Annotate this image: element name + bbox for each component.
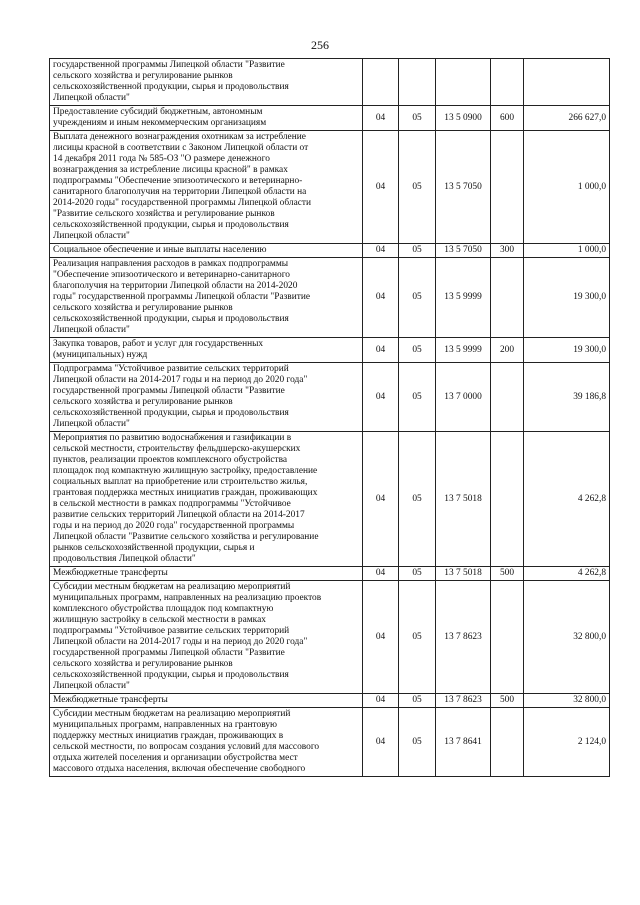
row-expense-type: 500	[491, 567, 524, 581]
row-amount: 39 186,8	[524, 363, 610, 432]
budget-table	[49, 58, 610, 777]
row-section: 04	[363, 581, 399, 694]
row-amount: 32 800,0	[524, 581, 610, 694]
table-row	[50, 581, 610, 694]
table-row	[50, 432, 610, 567]
page-number: 256	[311, 38, 329, 52]
row-subsection	[399, 59, 436, 106]
row-section: 04	[363, 567, 399, 581]
row-amount: 1 000,0	[524, 244, 610, 258]
row-subsection: 05	[399, 363, 436, 432]
row-subsection: 05	[399, 106, 436, 131]
row-amount: 19 300,0	[524, 338, 610, 363]
row-amount: 4 262,8	[524, 432, 610, 567]
table-row	[50, 258, 610, 338]
row-expense-type	[491, 581, 524, 694]
row-amount	[524, 59, 610, 106]
row-section: 04	[363, 694, 399, 708]
row-expense-type	[491, 432, 524, 567]
row-section: 04	[363, 708, 399, 777]
row-name: Подпрограмма "Устойчивое развитие сельских территорий Липецкой области на 2014-2017 годы и на период до 2020 года" государственной программы Липецкой области "Развитие сельского хозяйства и регулирование рынков сельскохозяйственной продукции, сырья и продовольствия Липецкой области"	[50, 363, 363, 432]
table-row	[50, 708, 610, 777]
row-subsection: 05	[399, 432, 436, 567]
table-row	[50, 59, 610, 106]
row-section: 04	[363, 363, 399, 432]
row-section: 04	[363, 131, 399, 244]
row-amount: 1 000,0	[524, 131, 610, 244]
row-amount: 19 300,0	[524, 258, 610, 338]
row-name: Реализация направления расходов в рамках подпрограммы "Обеспечение эпизоотического и ветеринарно-санитарного благополучия на территории Липецкой области на 2014-2020 годы" государственной программы Липецкой области "Развитие сельского хозяйства и регулирование рынков сельскохозяйственной продукции, сырья и продовольствия Липецкой области"	[50, 258, 363, 338]
table-row	[50, 106, 610, 131]
table-row	[50, 131, 610, 244]
row-target-article: 13 5 7050	[436, 131, 491, 244]
row-name: Субсидии местным бюджетам на реализацию мероприятий муниципальных программ, направленных на реализацию проектов комплексного обустройства площадок под компактную жилищную застройку в сельской местности в рамках подпрограммы "Устойчивое развитие сельских территорий Липецкой области на 2014-2017 годы и на период до 2020 года" государственной программы Липецкой области "Развитие сельского хозяйства и регулирование рынков сельскохозяйственной продукции, сырья и продовольствия Липецкой области"	[50, 581, 363, 694]
row-target-article: 13 7 8623	[436, 694, 491, 708]
row-target-article: 13 5 7050	[436, 244, 491, 258]
row-amount: 32 800,0	[524, 694, 610, 708]
row-name: Выплата денежного вознаграждения охотникам за истребление лисицы красной в соответствии с Законом Липецкой области от 14 декабря 2011 года № 585-ОЗ "О размере денежного вознаграждения за истребление лисицы красной" в рамках подпрограммы "Обеспечение эпизоотического и ветеринарно- санитарного благополучия на территории Липецкой области на 2014-2020 годы" государственной программы Липецкой области "Развитие сельского хозяйства и регулирование рынков сельскохозяйственной продукции, сырья и продовольствия Липецкой области"	[50, 131, 363, 244]
row-amount: 4 262,8	[524, 567, 610, 581]
row-section: 04	[363, 258, 399, 338]
row-subsection: 05	[399, 567, 436, 581]
row-name: Межбюджетные трансферты	[50, 567, 363, 581]
row-target-article: 13 7 0000	[436, 363, 491, 432]
row-section	[363, 59, 399, 106]
row-section: 04	[363, 106, 399, 131]
row-expense-type: 600	[491, 106, 524, 131]
row-subsection: 05	[399, 338, 436, 363]
table-row	[50, 567, 610, 581]
table-row	[50, 338, 610, 363]
row-expense-type	[491, 131, 524, 244]
row-name: Субсидии местным бюджетам на реализацию мероприятий муниципальных программ, направленных на грантовую поддержку местных инициатив граждан, проживающих в сельской местности, по вопросам создания условий для массового отдыха жителей поселения и организации обустройства мест массового отдыха населения, включая обеспечение свободного	[50, 708, 363, 777]
row-name: Социальное обеспечение и иные выплаты населению	[50, 244, 363, 258]
table-row	[50, 244, 610, 258]
row-target-article: 13 5 0900	[436, 106, 491, 131]
row-target-article: 13 5 9999	[436, 258, 491, 338]
row-expense-type: 500	[491, 694, 524, 708]
row-target-article: 13 7 5018	[436, 567, 491, 581]
row-target-article	[436, 59, 491, 106]
row-subsection: 05	[399, 244, 436, 258]
row-name: Межбюджетные трансферты	[50, 694, 363, 708]
row-expense-type: 300	[491, 244, 524, 258]
row-name: государственной программы Липецкой области "Развитие сельского хозяйства и регулирование рынков сельскохозяйственной продукции, сырья и продовольствия Липецкой области"	[50, 59, 363, 106]
row-expense-type	[491, 59, 524, 106]
row-expense-type	[491, 708, 524, 777]
row-expense-type	[491, 258, 524, 338]
row-subsection: 05	[399, 581, 436, 694]
row-amount: 266 627,0	[524, 106, 610, 131]
table-row	[50, 694, 610, 708]
row-name: Предоставление субсидий бюджетным, автономным учреждениям и иным некоммерческим организациям	[50, 106, 363, 131]
row-target-article: 13 7 8641	[436, 708, 491, 777]
row-section: 04	[363, 432, 399, 567]
row-subsection: 05	[399, 131, 436, 244]
row-name: Закупка товаров, работ и услуг для государственных (муниципальных) нужд	[50, 338, 363, 363]
budget-table-body	[50, 59, 610, 777]
table-row	[50, 363, 610, 432]
row-target-article: 13 7 8623	[436, 581, 491, 694]
row-subsection: 05	[399, 708, 436, 777]
row-subsection: 05	[399, 258, 436, 338]
row-name: Мероприятия по развитию водоснабжения и газификации в сельской местности, строительству фельдшерско-акушерских пунктов, реализации проектов комплексного обустройства площадок под компактную жилищную застройку, предоставление социальных выплат на приобретение или строительство жилья, грантовая поддержка местных инициатив граждан, проживающих в сельской местности в рамках подпрограммы "Устойчивое развитие сельских территорий Липецкой области на 2014-2017 годы и на период до 2020 года" государственной программы Липецкой области "Развитие сельского хозяйства и регулирование рынков сельскохозяйственной продукции, сырья и продовольствия Липецкой области"	[50, 432, 363, 567]
row-target-article: 13 5 9999	[436, 338, 491, 363]
row-section: 04	[363, 338, 399, 363]
row-section: 04	[363, 244, 399, 258]
row-expense-type: 200	[491, 338, 524, 363]
row-target-article: 13 7 5018	[436, 432, 491, 567]
row-subsection: 05	[399, 694, 436, 708]
row-amount: 2 124,0	[524, 708, 610, 777]
row-expense-type	[491, 363, 524, 432]
